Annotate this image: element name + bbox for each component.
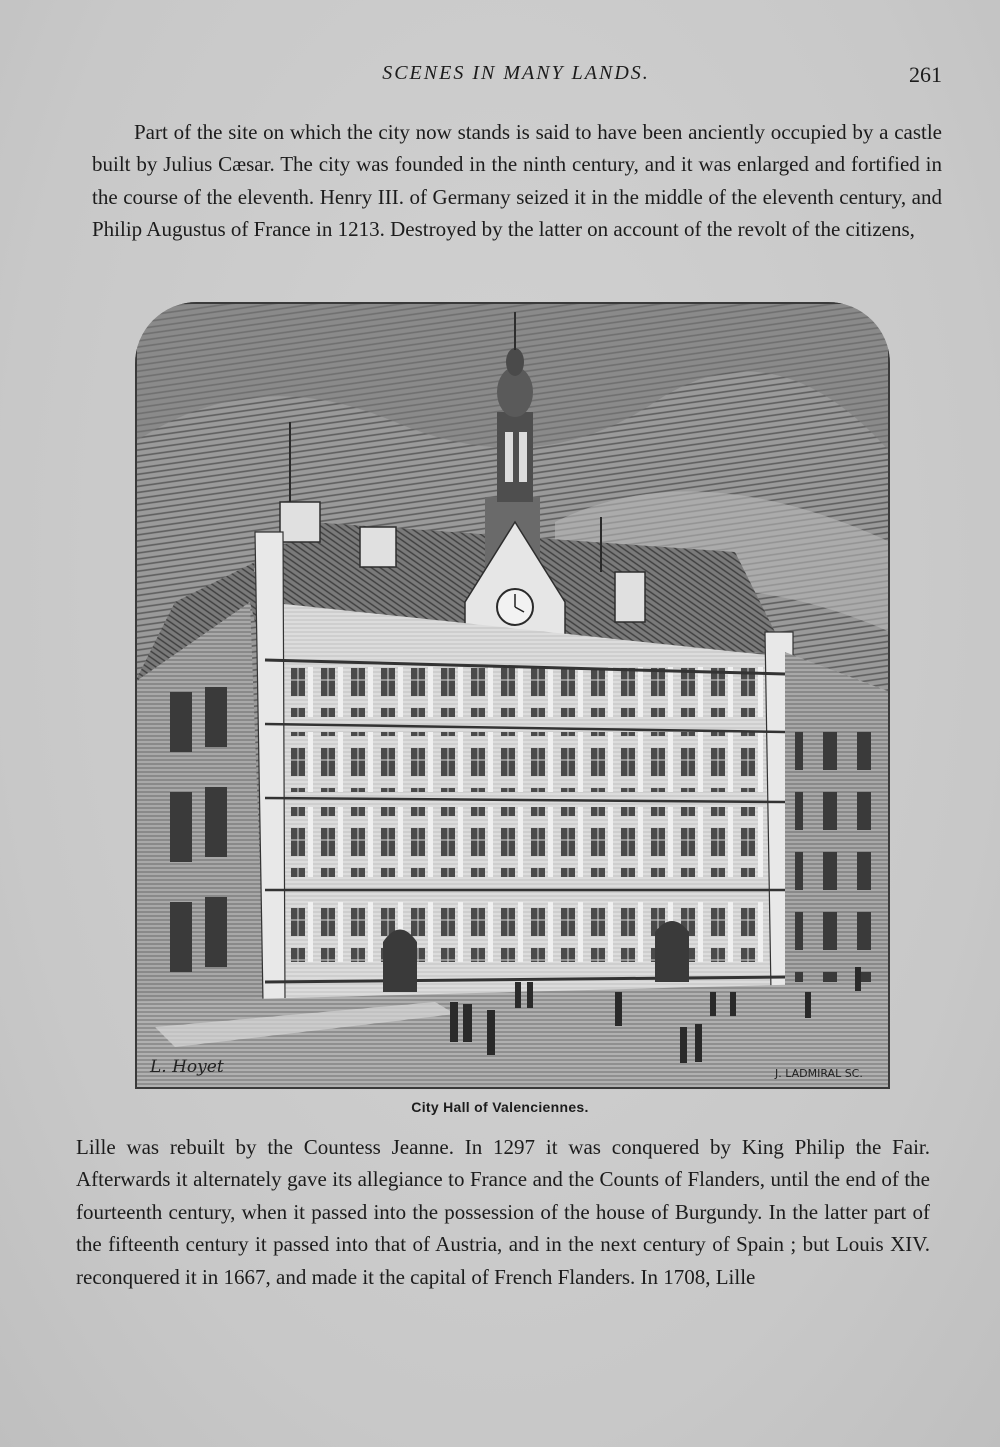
running-head	[90, 62, 942, 96]
artist-signature: L. Hoyet	[150, 1057, 224, 1077]
figure-caption: City Hall of Valenciennes.	[411, 1099, 589, 1115]
paragraph-top: Part of the site on which the city now stands is said to have been anciently occupied by a castle built by Julius Cæsar. The city was founded in the ninth century, and it was enlarged and fortified in the course of the eleventh. Henry III. of Germany seized it in the middle of the eleventh century, and Philip Augustus of France in 1213. Destroyed by the latter on account of the revolt of the citizens,	[92, 120, 942, 242]
running-title: SCENES IN MANY LANDS.	[382, 62, 650, 84]
city-hall-engraving	[135, 302, 890, 1089]
page-number: 261	[909, 62, 942, 87]
engraving-figure	[135, 302, 890, 1089]
engraver-signature: J. LADMIRAL SC.	[775, 1067, 863, 1080]
paragraph-bottom: Lille was rebuilt by the Countess Jeanne. In 1297 it was conquered by King Philip the Fair. Afterwards it alternately gave its allegiance to France and the Counts of Flanders, until the end of the fourteenth century, when it passed into the possession of the house of Burgundy. In the latter part of the fifteenth century it passed into that of Austria, and in the next century of Spain ; but Louis XIV. reconquered it in 1667, and made it the capital of French Flanders. In 1708, Lille	[76, 1135, 930, 1289]
